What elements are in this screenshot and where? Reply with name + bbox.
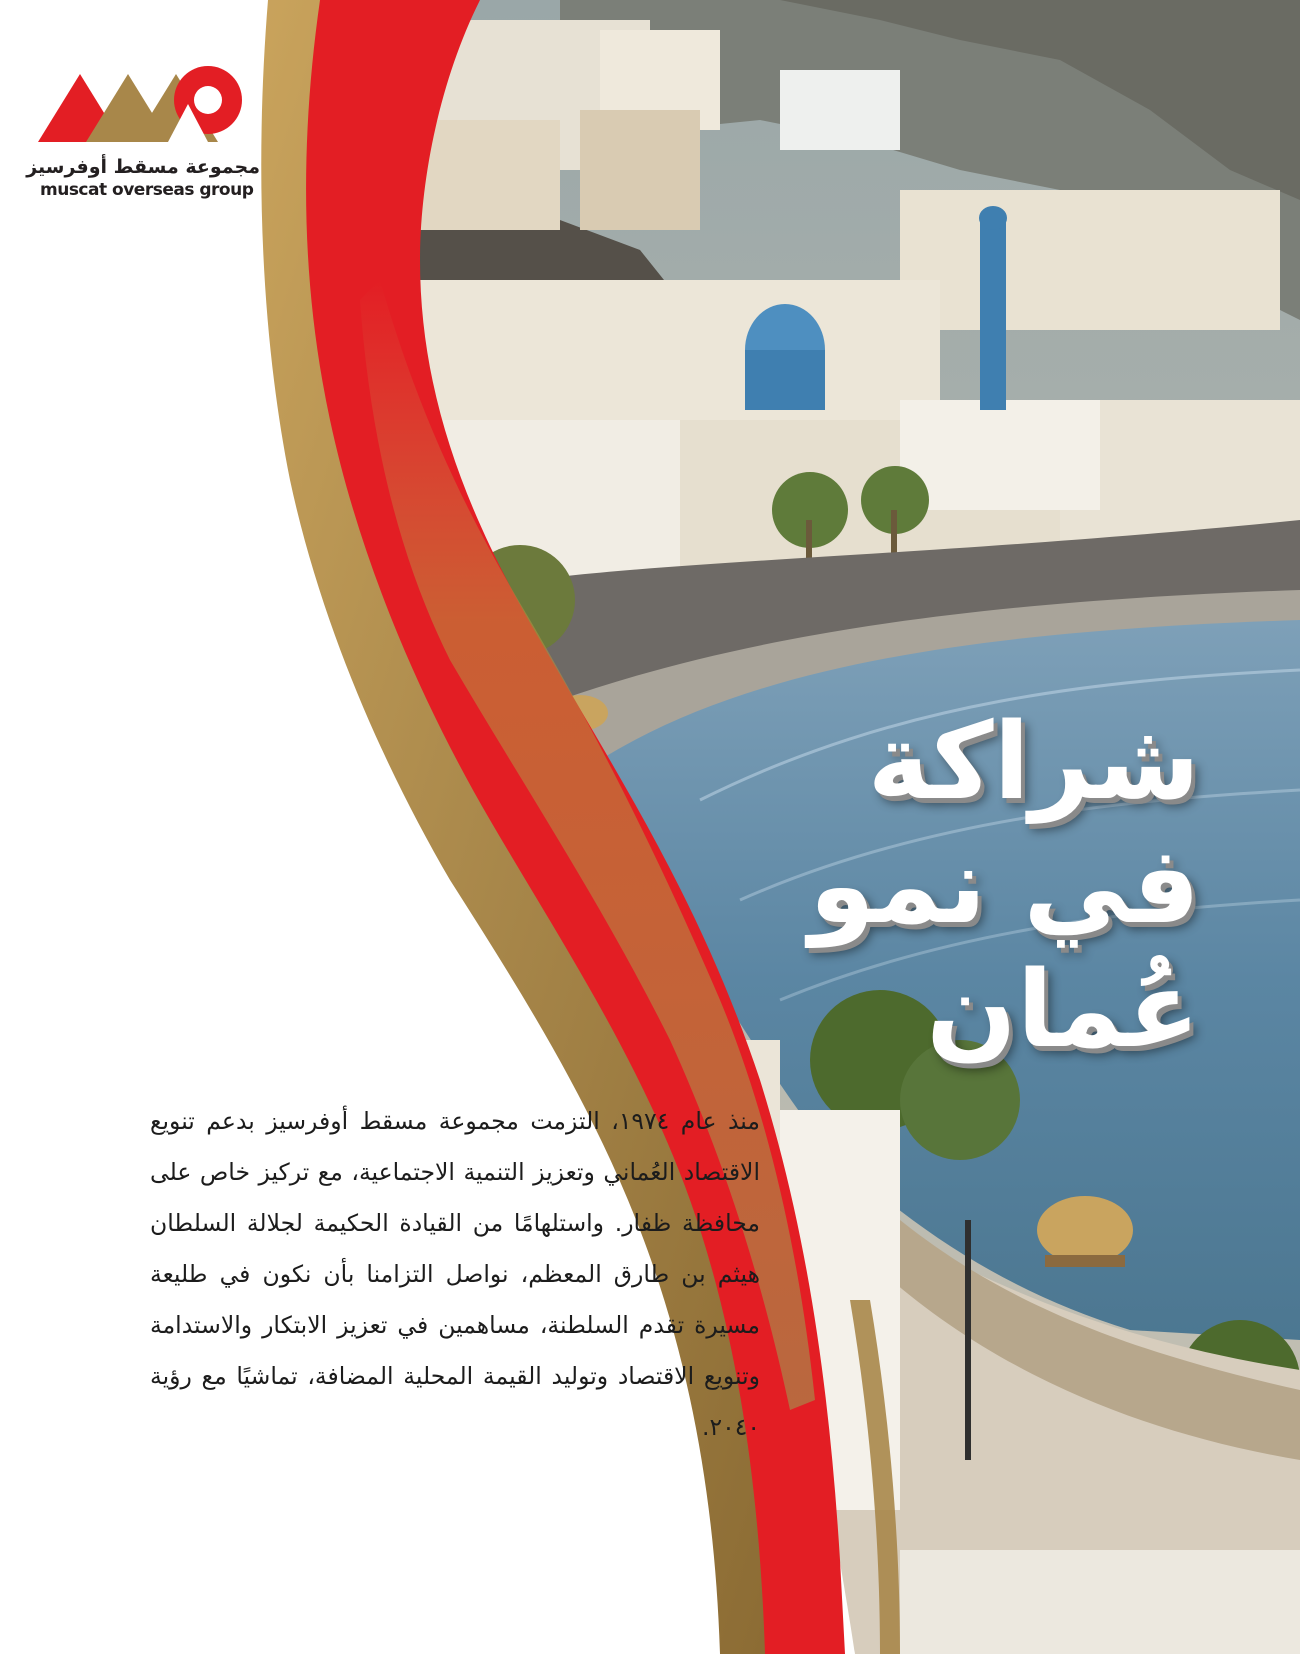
headline-line-3: عُمان [926,948,1200,1071]
company-logo [26,52,268,212]
headline-line-2: في نمو [809,824,1200,947]
logo-name-arabic: مجموعة مسقط أوفرسيز [26,156,260,178]
body-paragraph: منذ عام ١٩٧٤، التزمت مجموعة مسقط أوفرسيز بدعم تنويع الاقتصاد العُماني وتعزيز التنمية الاجتماعية، مع تركيز خاص على محافظة ظفار. واستلهامًا من القيادة الحكيمة لجلالة السلطان هيثم بن طارق المعظم، نواصل التزامنا بأن نكون في طليعة مسيرة تقدم السلطنة، مساهمين في تعزيز الابتكار والاستدامة وتنويع الاقتصاد وتوليد القيمة المحلية المضافة، تماشيًا مع رؤية ٢٠٤٠. [150,1107,760,1441]
logo-name-english: muscat overseas group [40,180,254,200]
headline-line-1: شراكة [867,700,1200,823]
headline [780,700,1200,1072]
logo-mark [38,52,268,152]
